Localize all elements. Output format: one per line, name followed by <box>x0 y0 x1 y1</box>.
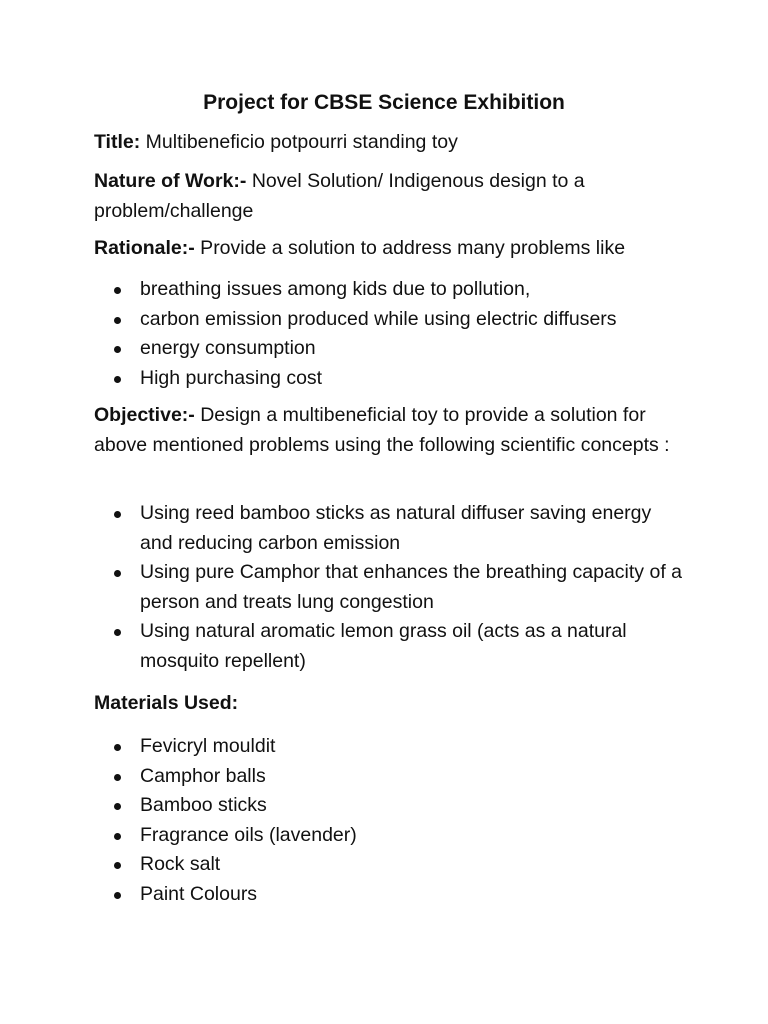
nature-of-work-text: Novel Solution/ Indigenous design to a problem/challenge <box>94 170 585 222</box>
bullet-icon <box>114 892 121 899</box>
list-item <box>114 305 684 335</box>
list-item <box>114 880 684 910</box>
objective-label: Objective:- <box>94 404 195 426</box>
list-item-text: Using reed bamboo sticks as natural diffuser saving energy and reducing carbon emission <box>140 502 652 554</box>
list-item-text: Fevicryl mouldit <box>140 735 276 757</box>
list-item-text: Camphor balls <box>140 764 266 787</box>
list-item <box>114 791 684 821</box>
title-text: Multibeneficio potpourri standing toy <box>140 131 458 153</box>
list-item <box>114 334 684 364</box>
materials-list <box>114 732 684 909</box>
objective-paragraph <box>94 401 679 460</box>
bullet-icon <box>114 376 121 383</box>
list-item-text: Rock salt <box>140 853 221 875</box>
nature-of-work-paragraph <box>94 167 679 226</box>
rationale-list <box>114 275 684 393</box>
list-item-text: Using pure Camphor that enhances the breathing capacity of a person and treats lung congestion <box>140 561 683 613</box>
list-item-text: Fragrance oils (lavender) <box>140 823 357 846</box>
bullet-icon <box>114 511 121 518</box>
rationale-paragraph <box>94 234 679 264</box>
bullet-icon <box>114 287 121 294</box>
bullet-icon <box>114 629 121 636</box>
list-item-text: carbon emission produced while using electric diffusers <box>140 307 617 330</box>
list-item-text: breathing issues among kids due to pollution, <box>140 278 531 300</box>
list-item-text: Using natural aromatic lemon grass oil (acts as a natural mosquito repellent) <box>140 620 627 672</box>
bullet-icon <box>114 570 121 577</box>
bullet-icon <box>114 803 121 810</box>
rationale-label: Rationale:- <box>94 237 195 259</box>
list-item <box>114 850 684 880</box>
title-label: Title: <box>94 131 141 153</box>
list-item <box>114 499 684 558</box>
bullet-icon <box>114 346 121 353</box>
list-item <box>114 558 684 617</box>
rationale-text: Provide a solution to address many problems like <box>194 237 626 259</box>
list-item-text: Paint Colours <box>140 882 258 905</box>
materials-paragraph <box>94 689 679 719</box>
document-heading: Project for CBSE Science Exhibition <box>203 91 565 114</box>
list-item <box>114 821 684 851</box>
list-item <box>114 364 684 394</box>
objective-text: Design a multibeneficial toy to provide a solution for above mentioned problems using the following scientific concepts : <box>94 404 670 456</box>
list-item-text: High purchasing cost <box>140 366 323 389</box>
bullet-icon <box>114 774 121 781</box>
objective-list <box>114 499 684 676</box>
list-item-text: Bamboo sticks <box>140 794 267 816</box>
nature-of-work-label: Nature of Work:- <box>94 170 247 192</box>
bullet-icon <box>114 744 121 751</box>
materials-label: Materials Used: <box>94 692 239 714</box>
list-item <box>114 732 684 762</box>
list-item <box>114 275 684 305</box>
bullet-icon <box>114 833 121 840</box>
list-item <box>114 617 684 676</box>
list-item <box>114 762 684 792</box>
list-item-text: energy consumption <box>140 337 316 359</box>
bullet-icon <box>114 317 121 324</box>
title-paragraph <box>94 128 679 158</box>
bullet-icon <box>114 862 121 869</box>
